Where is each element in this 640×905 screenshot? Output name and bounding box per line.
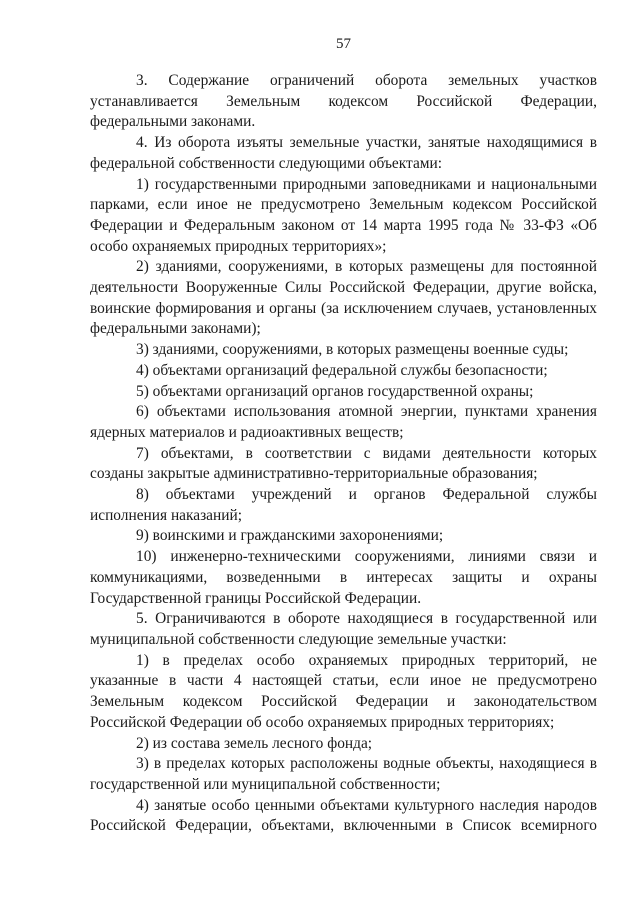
paragraph-4-item-1: 1) государственными природными заповедниками и национальными парками, если иное не предусмотрено Земельным кодексом Российской Федерации и Федеральным законом от 14 марта 1995 года № 33-ФЗ «Об особо охраняемых природных территориях»; [90,175,597,255]
paragraph-4-item-6: 6) объектами использования атомной энергии, пунктами хранения ядерных материалов и радиоактивных веществ; [90,403,597,441]
paragraph-3: 3. Содержание ограничений оборота земельных участков устанавливается Земельным кодексом Российской Федерации, федеральными законами. [90,72,597,131]
paragraph-4-item-10: 10) инженерно-техническими сооружениями, линиями связи и коммуникациями, возведенными в интересах защиты и охраны Государственной границы Российской Федерации. [90,548,597,607]
paragraph-5-item-2: 2) из состава земель лесного фонда; [136,734,373,752]
paragraph-4-item-8: 8) объектами учреждений и органов Федеральной службы исполнения наказаний; [90,486,597,524]
document-body [90,71,597,837]
paragraph-5-item-4: 4) занятые особо ценными объектами культурного наследия народов Российской Федерации, объектами, включенными в Список всемирного [90,796,597,835]
page-number: 57 [336,36,351,52]
paragraph-4-item-4: 4) объектами организаций федеральной службы безопасности; [136,361,548,379]
paragraph-5-item-3: 3) в пределах которых расположены водные объекты, находящиеся в государственной или муниципальной собственности; [90,755,597,793]
paragraph-4-item-3: 3) зданиями, сооружениями, в которых размещены военные суды; [136,341,569,359]
paragraph-4-item-9: 9) воинскими и гражданскими захоронениями; [136,527,444,545]
paragraph-5-item-1: 1) в пределах особо охраняемых природных территорий, не указанные в части 4 настоящей статьи, если иное не предусмотрено Земельным кодексом Российской Федерации и законодательством Российской Федерации об особо охраняемых природных территориях; [90,651,597,731]
paragraph-4-item-7: 7) объектами, в соответствии с видами деятельности которых созданы закрытые административно-территориальные образования; [90,444,597,483]
paragraph-4: 4. Из оборота изъяты земельные участки, занятые находящимися в федеральной собственности следующими объектами: [90,134,597,172]
paragraph-5: 5. Ограничиваются в обороте находящиеся в государственной или муниципальной собственности следующие земельные участки: [90,610,597,648]
paragraph-4-item-5: 5) объектами организаций органов государственной охраны; [136,382,534,400]
paragraph-4-item-2: 2) зданиями, сооружениями, в которых размещены для постоянной деятельности Вооруженные Силы Российской Федерации, другие войска, воинские формирования и органы (за исключением случаев, установленных федеральными законами); [90,258,597,338]
